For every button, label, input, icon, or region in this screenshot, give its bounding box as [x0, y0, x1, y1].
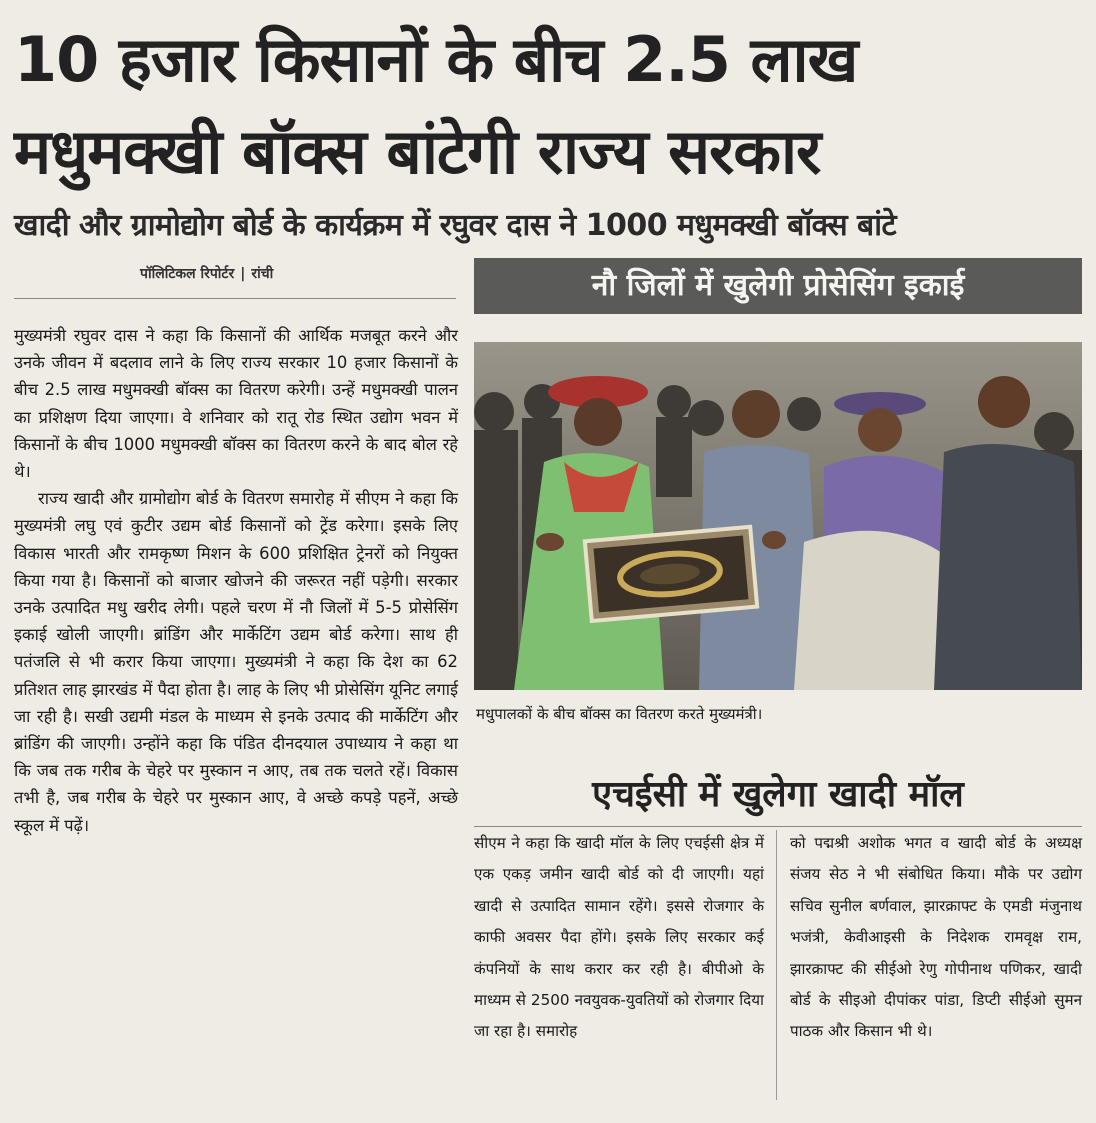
headline-line-1: 10 हजार किसानों के बीच 2.5 लाख [14, 23, 858, 96]
left-paragraph-2: राज्य खादी और ग्रामोद्योग बोर्ड के वितरण समारोह में सीएम ने कहा कि मुख्यमंत्री लघु एवं कुटीर उद्यम बोर्ड किसानों को ट्रेंड करेगा। इसके लिए विकास भारती और रामकृष्ण मिशन के 600 प्रशिक्षित ट्रेनरों को नियुक्त किया गया है। किसानों को बाजार खोजने की जरूरत नहीं पड़ेगी। सरकार उनके उत्पादित मधु खरीद लेगी। पहले चरण में नौ जिलों में 5-5 प्रोसेसिंग इकाई खोली जाएगी। ब्रांडिंग और मार्केटिंग उद्यम बोर्ड करेगा। साथ ही पतंजलि से भी करार किया जाएगा। मुख्यमंत्री ने कहा कि देश का 62 प्रतिशत लाह झारखंड में पैदा होता है। लाह के लिए भी प्रोसेसिंग यूनिट लगाई जा रही है। सखी उद्यमी मंडल के माध्यम से इनके उत्पाद की मार्केटिंग और ब्रांडिंग की जाएगी। उन्होंने कहा कि पंडित दीनदयाल उपाध्याय ने कहा था कि जब तक गरीब के चेहरे पर मुस्कान न आए, तब तक चलते रहें। विकास तभी है, जब गरीब के चेहरे पर मुस्कान आए, वे अच्छे कपड़े पहनें, अच्छे स्कूल में पढ़ें। [14, 489, 459, 835]
byline-city: रांची [251, 266, 274, 282]
photo-caption: मधुपालकों के बीच बॉक्स का वितरण करते मुख्यमंत्री। [476, 705, 763, 723]
byline-reporter: पॉलिटिकल रिपोर्टर [140, 266, 235, 282]
left-paragraph-1: मुख्यमंत्री रघुवर दास ने कहा कि किसानों की आर्थिक मजबूत करने और उनके जीवन में बदलाव लाने के लिए राज्य सरकार 10 हजार किसानों के बीच 2.5 लाख मधुमक्खी बॉक्स का वितरण करेगी। उन्हें मधुमक्खी पालन का प्रशिक्षण दिया जाएगा। वे शनिवार को रातू रोड स्थित उद्योग भवन में किसानों के बीच 1000 मधुमक्खी बॉक्स का वितरण करने के बाद बोल रहे थे। [14, 326, 458, 482]
byline-separator: | [240, 266, 246, 282]
box-paragraph-2: को पद्मश्री अशोक भगत व खादी बोर्ड के अध्यक्ष संजय सेठ ने भी संबोधित किया। मौके पर उद्योग सचिव सुनील बर्णवाल, झारक्राफ्ट के एमडी मंजुनाथ भजंत्री, केवीआइसी के निदेशक रामवृक्ष राम, झारक्राफ्ट की सीईओ रेणु गोपीनाथ पणिकर, खादी बोर्ड के सीइओ दीपांकर पांडा, डिप्टी सीईओ सुमन पाठक और किसान भी थे। [790, 834, 1082, 1041]
left-article-column [14, 322, 458, 839]
box-column-1 [474, 828, 764, 1048]
section-banner: नौ जिलों में खुलेगी प्रोसेसिंग इकाई [474, 258, 1082, 314]
box-column-2 [790, 828, 1082, 1048]
byline [140, 264, 273, 283]
headline-line-2: मधुमक्खी बॉक्स बांटेगी राज्य सरकार [14, 115, 821, 188]
column-divider [776, 830, 777, 1100]
subheadline: खादी और ग्रामोद्योग बोर्ड के कार्यक्रम में रघुवर दास ने 1000 मधुमक्खी बॉक्स बांटे [14, 208, 897, 243]
byline-rule [14, 298, 456, 299]
box-rule [474, 826, 1082, 827]
box-title: एचईसी में खुलेगा खादी मॉल [592, 774, 964, 815]
box-paragraph-1: सीएम ने कहा कि खादी मॉल के लिए एचईसी क्षेत्र में एक एकड़ जमीन खादी बोर्ड को दी जाएगी। यहां खादी से उत्पादित सामान रहेंगे। इससे रोजगार के काफी अवसर पैदा होंगे। इसके लिए सरकार कई कंपनियों के साथ करार कर रही है। बीपीओ के माध्यम से 2500 नवयुवक-युवतियों को रोजगार दिया जा रहा है। समारोह [474, 834, 764, 1041]
news-photo [474, 342, 1082, 690]
